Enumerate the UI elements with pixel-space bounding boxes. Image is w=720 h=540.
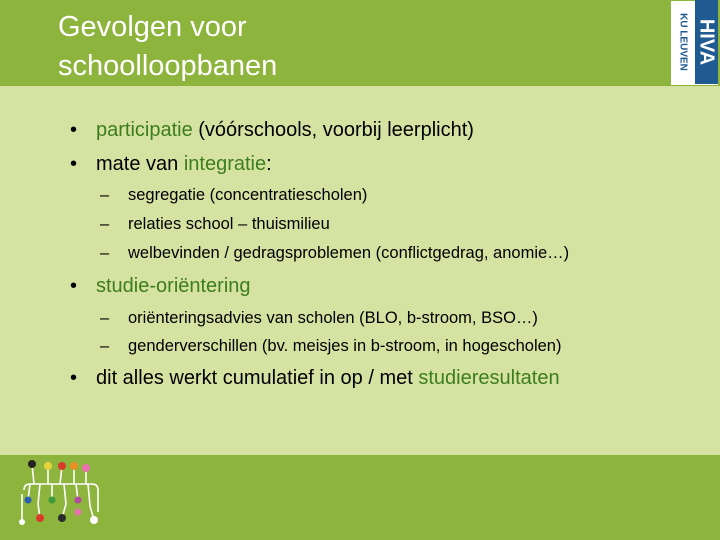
- sub-bullet-marker: –: [100, 215, 110, 233]
- sub-bullet-text: genderverschillen (bv. meisjes in b-stroom, in hogescholen): [128, 337, 562, 355]
- bullet-keyword: integratie: [183, 153, 267, 175]
- bullet-keyword: studieresultaten: [418, 367, 560, 389]
- sub-bullet-marker: –: [100, 186, 110, 204]
- title-bar: [0, 0, 720, 86]
- slide-title-line1: Gevolgen voor: [58, 11, 247, 43]
- bullet-text: (vóórschools, voorbij leerplicht): [192, 119, 474, 141]
- bullet-text: mate van: [96, 153, 184, 175]
- ku-leuven-text: KU LEUVEN: [677, 13, 689, 71]
- bullet-text: dit alles werkt cumulatief in op / met: [96, 367, 419, 389]
- sub-bullet-text: segregatie (concentratiescholen): [128, 186, 368, 204]
- sub-bullet-text: oriënteringsadvies van scholen (BLO, b-stroom, BSO…): [128, 309, 538, 327]
- footer-band: [0, 455, 720, 540]
- sub-bullet-text: relaties school – thuismilieu: [128, 215, 330, 233]
- bullet-keyword: participatie: [96, 119, 193, 141]
- coat-rack-decoration-icon: [18, 460, 108, 530]
- slide-title-line2: schoolloopbanen: [58, 50, 278, 82]
- bullet-text-suffix: :: [266, 153, 272, 175]
- sub-bullet-text: welbevinden / gedragsproblemen (conflictgedrag, anomie…): [128, 244, 570, 262]
- sub-bullet-marker: –: [100, 244, 110, 262]
- hiva-logo-text: HIVA: [695, 18, 718, 66]
- bullet-marker: •: [70, 275, 78, 297]
- bullet-marker: •: [70, 119, 78, 141]
- bullet-keyword: studie-oriëntering: [96, 275, 251, 297]
- bullet-marker: •: [70, 153, 78, 175]
- slide-title: [58, 8, 658, 86]
- sub-bullet-marker: –: [100, 337, 110, 355]
- bullet-marker: •: [70, 367, 78, 389]
- sub-bullet-marker: –: [100, 309, 110, 327]
